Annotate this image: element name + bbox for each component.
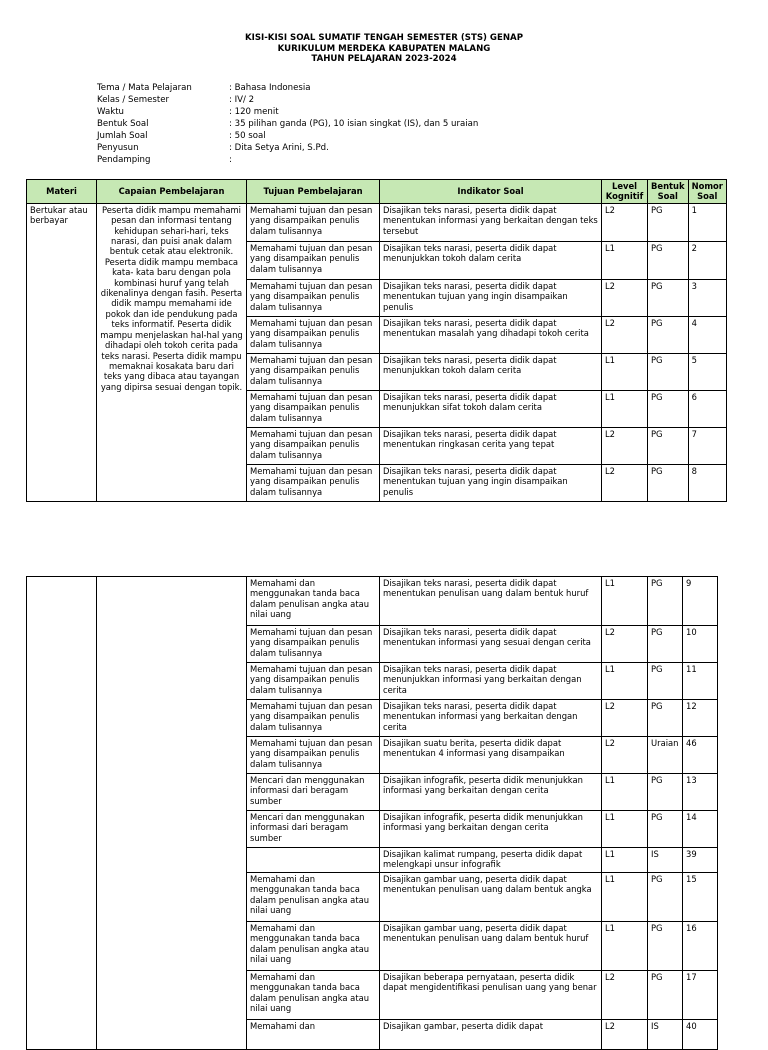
nomor-cell: 13	[683, 774, 718, 811]
tujuan-cell: Memahami dan	[247, 1020, 380, 1050]
level-cell: L1	[602, 577, 648, 626]
bentuk-cell: Uraian	[648, 737, 683, 774]
meta-key: Penyusun	[97, 143, 139, 153]
tujuan-cell: Memahami tujuan dan pesan yang disampaikan penulis dalam tulisannya	[247, 626, 380, 663]
meta-row	[97, 82, 478, 94]
meta-value: :	[229, 155, 232, 165]
indikator-cell: Disajikan teks narasi, peserta didik dapat menentukan ringkasan cerita yang tepat	[380, 427, 602, 464]
meta-key: Waktu	[97, 107, 125, 117]
bentuk-cell: PG	[648, 774, 683, 811]
table-header-row	[27, 180, 727, 204]
title-line: TAHUN PELAJARAN 2023-2024	[311, 54, 457, 64]
materi-cell: Bertukar atau berbayar	[27, 203, 97, 501]
bentuk-cell: IS	[648, 848, 683, 873]
table-row	[27, 577, 718, 626]
document-meta	[97, 82, 478, 166]
bentuk-cell: PG	[648, 811, 683, 848]
meta-row	[97, 154, 478, 166]
bentuk-cell: IS	[648, 1020, 683, 1050]
nomor-cell: 11	[683, 663, 718, 700]
tujuan-cell: Memahami tujuan dan pesan yang disampaikan penulis dalam tulisannya	[247, 390, 380, 427]
bentuk-cell: PG	[648, 922, 683, 971]
nomor-cell: 10	[683, 626, 718, 663]
tujuan-cell: Mencari dan menggunakan informasi dari beragam sumber	[247, 811, 380, 848]
tujuan-cell: Memahami dan menggunakan tanda baca dalam penulisan angka atau nilai uang	[247, 971, 380, 1020]
indikator-cell: Disajikan teks narasi, peserta didik dapat menunjukkan tokoh dalam cerita	[380, 353, 602, 390]
level-cell: L2	[602, 464, 648, 501]
kisi-kisi-table-page-2	[26, 576, 718, 1050]
level-cell: L2	[602, 279, 648, 316]
level-cell: L2	[602, 1020, 648, 1050]
indikator-cell: Disajikan teks narasi, peserta didik dapat menentukan tujuan yang ingin disampaikan penulis	[380, 464, 602, 501]
tujuan-cell: Memahami tujuan dan pesan yang disampaikan penulis dalam tulisannya	[247, 203, 380, 241]
tujuan-cell: Memahami dan menggunakan tanda baca dalam penulisan angka atau nilai uang	[247, 922, 380, 971]
bentuk-cell: PG	[648, 390, 689, 427]
meta-key: Tema / Mata Pelajaran	[97, 83, 192, 93]
bentuk-cell: PG	[648, 700, 683, 737]
nomor-cell: 17	[683, 971, 718, 1020]
indikator-cell: Disajikan gambar, peserta didik dapat	[380, 1020, 602, 1050]
meta-value: : IV/ 2	[229, 95, 255, 105]
bentuk-cell: PG	[648, 663, 683, 700]
nomor-cell: 16	[683, 922, 718, 971]
level-cell: L2	[602, 700, 648, 737]
level-cell: L2	[602, 971, 648, 1020]
indikator-cell: Disajikan suatu berita, peserta didik dapat menentukan 4 informasi yang disampaikan	[380, 737, 602, 774]
indikator-cell: Disajikan kalimat rumpang, peserta didik dapat melengkapi unsur infografik	[380, 848, 602, 873]
meta-row	[97, 142, 478, 154]
level-cell: L1	[602, 774, 648, 811]
indikator-cell: Disajikan gambar uang, peserta didik dapat menentukan penulisan uang dalam bentuk huruf	[380, 922, 602, 971]
level-cell: L2	[602, 626, 648, 663]
bentuk-cell: PG	[648, 971, 683, 1020]
header-capaian: Capaian Pembelajaran	[97, 180, 247, 204]
tujuan-cell: Memahami tujuan dan pesan yang disampaikan penulis dalam tulisannya	[247, 427, 380, 464]
header-tujuan: Tujuan Pembelajaran	[247, 180, 380, 204]
indikator-cell: Disajikan teks narasi, peserta didik dapat menentukan informasi yang berkaitan dengan teks tersebut	[380, 203, 602, 241]
bentuk-cell: PG	[648, 873, 683, 922]
nomor-cell: 9	[683, 577, 718, 626]
level-cell: L1	[602, 241, 648, 279]
tujuan-cell: Memahami dan menggunakan tanda baca dalam penulisan angka atau nilai uang	[247, 873, 380, 922]
nomor-cell: 14	[683, 811, 718, 848]
meta-value: : Bahasa Indonesia	[229, 83, 311, 93]
level-cell: L1	[602, 390, 648, 427]
header-bentuk: Bentuk Soal	[648, 180, 689, 204]
capaian-cell: Peserta didik mampu memahami pesan dan informasi tentang kehidupan sehari-hari, teks narasi, dan puisi anak dalam bentuk cetak atau elektronik. Peserta didik mampu membaca kata- kata baru dengan pola kombinasi huruf yang telah dikenalinya dengan fasih. Peserta didik mampu memahami ide pokok dan ide pendukung pada teks informatif. Peserta didik mampu menjelaskan hal-hal yang dihadapi oleh tokoh cerita pada teks narasi. Peserta didik mampu memaknai kosakata baru dari teks yang dibaca atau tayangan yang dipirsa sesuai dengan topik.	[97, 203, 247, 501]
bentuk-cell: PG	[648, 203, 689, 241]
document-title	[0, 33, 768, 65]
indikator-cell: Disajikan teks narasi, peserta didik dapat menentukan informasi yang sesuai dengan cerita	[380, 626, 602, 663]
tujuan-cell: Memahami tujuan dan pesan yang disampaikan penulis dalam tulisannya	[247, 663, 380, 700]
capaian-cell	[97, 577, 247, 1050]
table-row	[27, 203, 727, 241]
tujuan-cell: Memahami tujuan dan pesan yang disampaikan penulis dalam tulisannya	[247, 316, 380, 353]
nomor-cell: 4	[688, 316, 726, 353]
tujuan-cell: Mencari dan menggunakan informasi dari beragam sumber	[247, 774, 380, 811]
nomor-cell: 40	[683, 1020, 718, 1050]
tujuan-cell: Memahami tujuan dan pesan yang disampaikan penulis dalam tulisannya	[247, 353, 380, 390]
indikator-cell: Disajikan infografik, peserta didik menunjukkan informasi yang berkaitan dengan cerita	[380, 774, 602, 811]
bentuk-cell: PG	[648, 316, 689, 353]
nomor-cell: 1	[688, 203, 726, 241]
indikator-cell: Disajikan teks narasi, peserta didik dapat menentukan penulisan uang dalam bentuk huruf	[380, 577, 602, 626]
level-cell: L1	[602, 873, 648, 922]
level-cell: L2	[602, 203, 648, 241]
meta-row	[97, 130, 478, 142]
indikator-cell: Disajikan teks narasi, peserta didik dapat menentukan masalah yang dihadapi tokoh cerita	[380, 316, 602, 353]
meta-value: : 120 menit	[229, 107, 279, 117]
meta-value: : 35 pilihan ganda (PG), 10 isian singkat (IS), dan 5 uraian	[229, 119, 479, 129]
indikator-cell: Disajikan gambar uang, peserta didik dapat menentukan penulisan uang dalam bentuk angka	[380, 873, 602, 922]
tujuan-cell: Memahami tujuan dan pesan yang disampaikan penulis dalam tulisannya	[247, 241, 380, 279]
nomor-cell: 5	[688, 353, 726, 390]
nomor-cell: 7	[688, 427, 726, 464]
header-level: Level Kognitif	[602, 180, 648, 204]
nomor-cell: 2	[688, 241, 726, 279]
indikator-cell: Disajikan teks narasi, peserta didik dapat menentukan tujuan yang ingin disampaikan penulis	[380, 279, 602, 316]
meta-value: : Dita Setya Arini, S.Pd.	[229, 143, 329, 153]
materi-cell	[27, 577, 97, 1050]
header-indikator: Indikator Soal	[380, 180, 602, 204]
tujuan-cell: Memahami tujuan dan pesan yang disampaikan penulis dalam tulisannya	[247, 464, 380, 501]
indikator-cell: Disajikan teks narasi, peserta didik dapat menentukan informasi yang berkaitan dengan cerita	[380, 700, 602, 737]
meta-key: Kelas / Semester	[97, 95, 170, 105]
nomor-cell: 15	[683, 873, 718, 922]
tujuan-cell: Memahami tujuan dan pesan yang disampaikan penulis dalam tulisannya	[247, 279, 380, 316]
indikator-cell: Disajikan teks narasi, peserta didik dapat menunjukkan tokoh dalam cerita	[380, 241, 602, 279]
bentuk-cell: PG	[648, 353, 689, 390]
indikator-cell: Disajikan beberapa pernyataan, peserta didik dapat mengidentifikasi penulisan uang yang benar	[380, 971, 602, 1020]
level-cell: L2	[602, 737, 648, 774]
level-cell: L1	[602, 848, 648, 873]
level-cell: L1	[602, 811, 648, 848]
indikator-cell: Disajikan infografik, peserta didik menunjukkan informasi yang berkaitan dengan cerita	[380, 811, 602, 848]
meta-key: Pendamping	[97, 155, 151, 165]
bentuk-cell: PG	[648, 279, 689, 316]
nomor-cell: 3	[688, 279, 726, 316]
title-line: KURIKULUM MERDEKA KABUPATEN MALANG	[277, 43, 491, 54]
bentuk-cell: PG	[648, 464, 689, 501]
meta-row	[97, 94, 478, 106]
tujuan-cell	[247, 848, 380, 873]
tujuan-cell: Memahami tujuan dan pesan yang disampaikan penulis dalam tulisannya	[247, 737, 380, 774]
nomor-cell: 6	[688, 390, 726, 427]
level-cell: L2	[602, 427, 648, 464]
meta-key: Jumlah Soal	[97, 131, 148, 141]
tujuan-cell: Memahami tujuan dan pesan yang disampaikan penulis dalam tulisannya	[247, 700, 380, 737]
level-cell: L1	[602, 353, 648, 390]
meta-row	[97, 106, 478, 118]
bentuk-cell: PG	[648, 427, 689, 464]
indikator-cell: Disajikan teks narasi, peserta didik dapat menunjukkan sifat tokoh dalam cerita	[380, 390, 602, 427]
bentuk-cell: PG	[648, 577, 683, 626]
bentuk-cell: PG	[648, 626, 683, 663]
nomor-cell: 46	[683, 737, 718, 774]
nomor-cell: 12	[683, 700, 718, 737]
nomor-cell: 8	[688, 464, 726, 501]
bentuk-cell: PG	[648, 241, 689, 279]
indikator-cell: Disajikan teks narasi, peserta didik dapat menunjukkan informasi yang berkaitan dengan cerita	[380, 663, 602, 700]
kisi-kisi-table-page-1	[26, 179, 727, 502]
title-line: KISI-KISI SOAL SUMATIF TENGAH SEMESTER (STS) GENAP	[244, 33, 524, 43]
meta-row	[97, 118, 478, 130]
header-materi: Materi	[27, 180, 97, 204]
meta-key: Bentuk Soal	[97, 119, 149, 129]
level-cell: L1	[602, 922, 648, 971]
nomor-cell: 39	[683, 848, 718, 873]
level-cell: L1	[602, 663, 648, 700]
level-cell: L2	[602, 316, 648, 353]
tujuan-cell: Memahami dan menggunakan tanda baca dalam penulisan angka atau nilai uang	[247, 577, 380, 626]
header-nomor: Nomor Soal	[688, 180, 726, 204]
meta-value: : 50 soal	[229, 131, 266, 141]
